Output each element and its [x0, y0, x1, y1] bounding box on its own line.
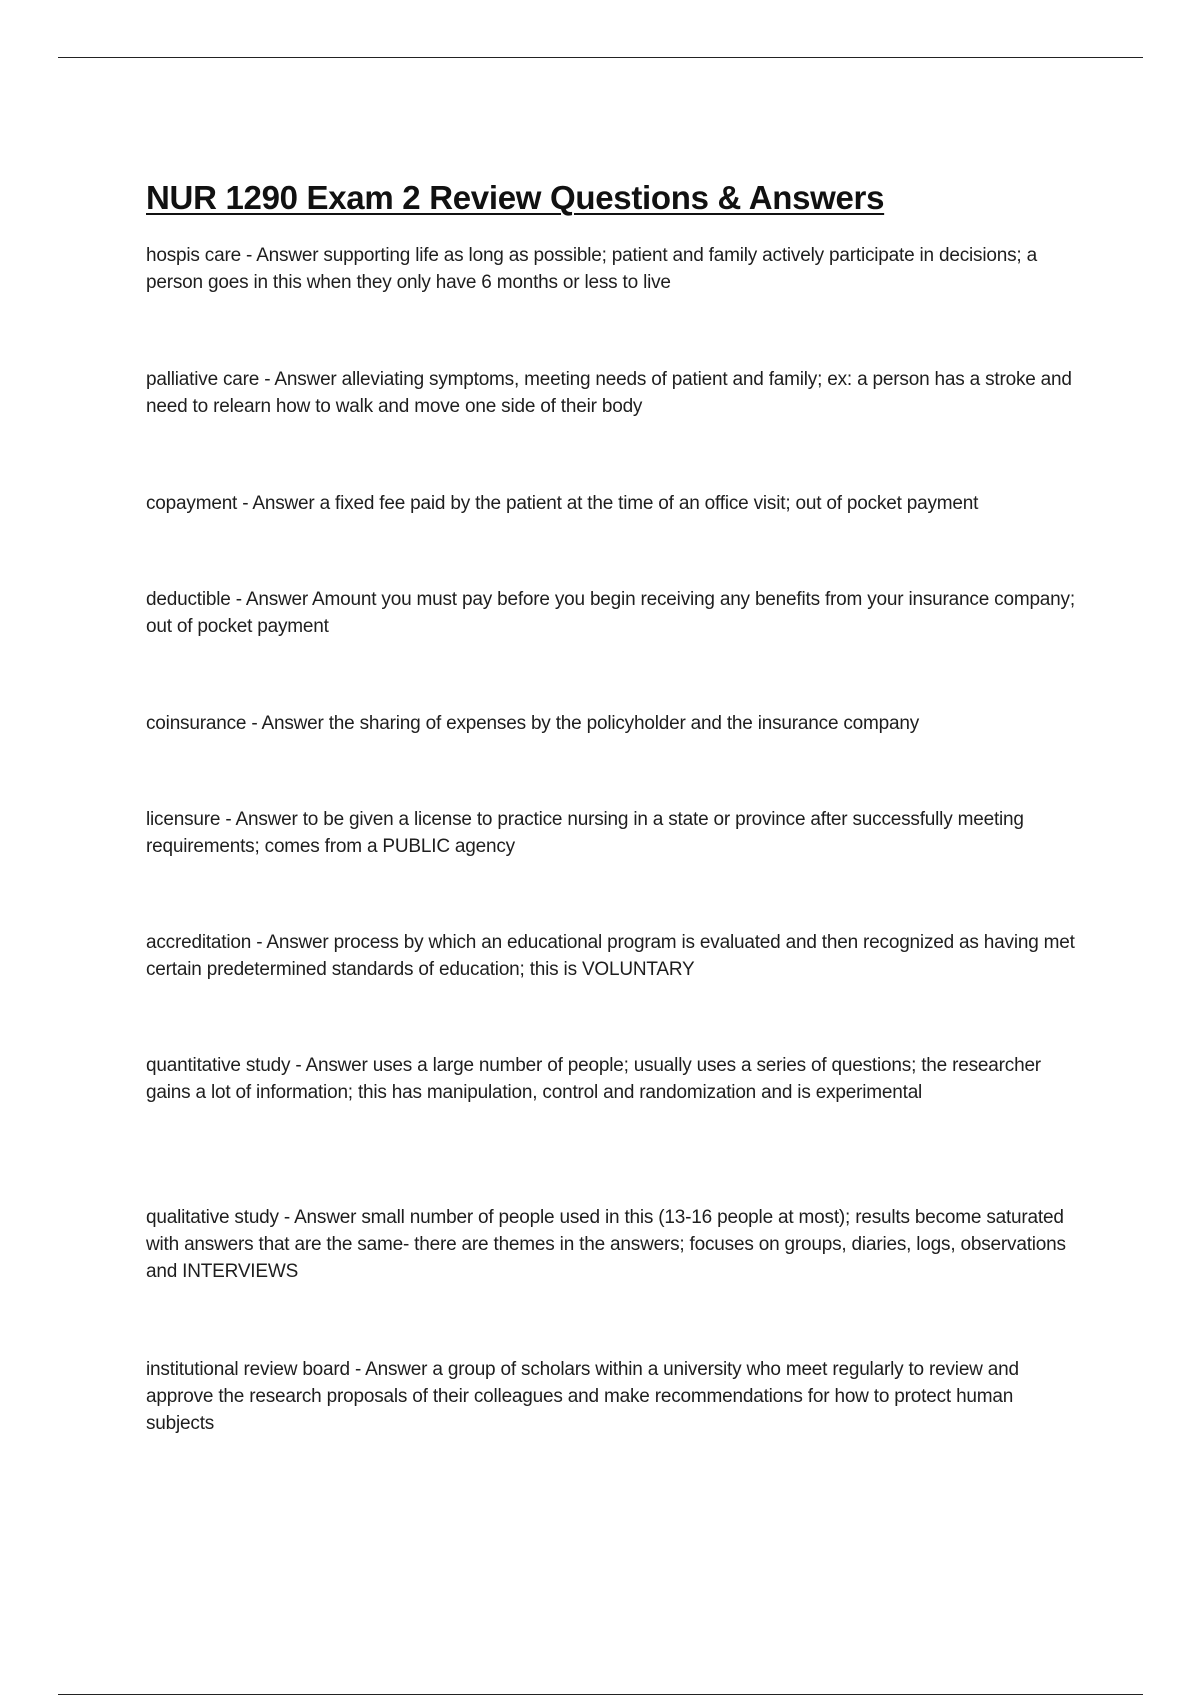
document-title: NUR 1290 Exam 2 Review Questions & Answers — [146, 179, 885, 216]
qa-entry-hospis-care: hospis care - Answer supporting life as long as possible; patient and family actively participate in decisions; a person goes in this when they only have 6 months or less to live — [146, 245, 1037, 293]
footer-rule — [58, 1694, 1143, 1695]
qa-entry-qualitative-study: qualitative study - Answer small number of people used in this (13-16 people at most); results become saturated with answers that are the same- there are themes in the answers; focuses on groups, diaries, logs, observations and INTERVIEWS — [146, 1207, 1066, 1282]
qa-entry-copayment: copayment - Answer a fixed fee paid by the patient at the time of an office visit; out of pocket payment — [146, 493, 979, 514]
qa-entry-licensure: licensure - Answer to be given a license to practice nursing in a state or province after successfully meeting requirements; comes from a PUBLIC agency — [146, 809, 1024, 857]
qa-entry-coinsurance: coinsurance - Answer the sharing of expenses by the policyholder and the insurance company — [146, 713, 920, 734]
qa-entry-deductible: deductible - Answer Amount you must pay before you begin receiving any benefits from your insurance company; out of pocket payment — [146, 589, 1075, 637]
document-body — [146, 176, 1086, 1434]
qa-entry-institutional-review-board: institutional review board - Answer a group of scholars within a university who meet regularly to review and approve the research proposals of their colleagues and make recommendations for how to protect human subjects — [146, 1359, 1019, 1434]
qa-entry-quantitative-study: quantitative study - Answer uses a large number of people; usually uses a series of questions; the researcher gains a lot of information; this has manipulation, control and randomization and is experimental — [146, 1055, 1041, 1103]
qa-entry-accreditation: accreditation - Answer process by which an educational program is evaluated and then recognized as having met certain predetermined standards of education; this is VOLUNTARY — [146, 932, 1075, 980]
header-rule — [58, 57, 1143, 58]
qa-entry-palliative-care: palliative care - Answer alleviating symptoms, meeting needs of patient and family; ex: a person has a stroke and need to relearn how to walk and move one side of their body — [146, 369, 1072, 417]
